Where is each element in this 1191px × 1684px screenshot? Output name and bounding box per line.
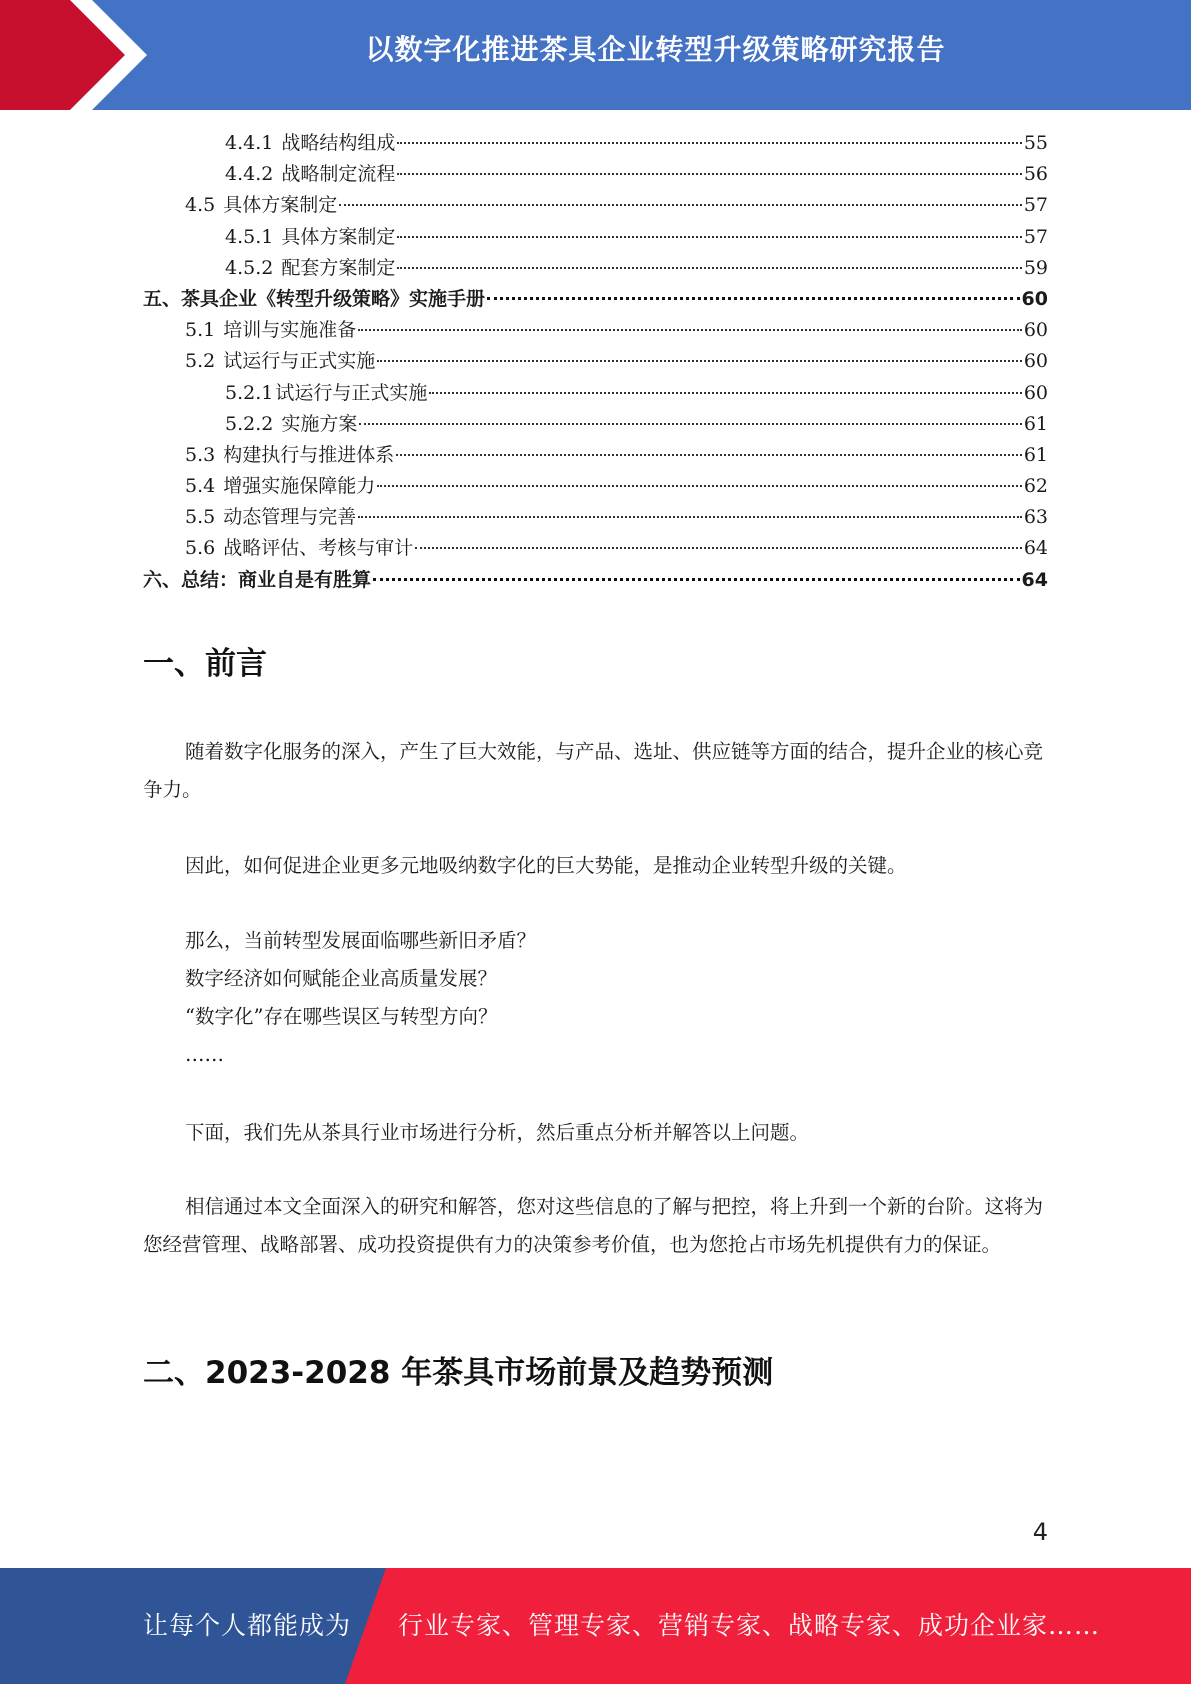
report-title: 以数字化推进茶具企业转型升级策略研究报告 <box>365 33 946 66</box>
toc-leader-dots <box>397 171 1021 175</box>
toc-title: 配套方案制定 <box>281 256 396 279</box>
toc-page-number: 60 <box>1023 350 1048 373</box>
toc-number: 5.5 <box>185 506 216 529</box>
paragraph: 随着数字化服务的深入，产生了巨大效能，与产品、选址、供应链等方面的结合，提升企业的核心竞争力。 <box>143 740 1044 801</box>
paragraph: 因此，如何促进企业更多元地吸纳数字化的巨大势能，是推动企业转型升级的关键。 <box>185 854 907 877</box>
toc-number: 4.4.2 <box>225 163 274 186</box>
question-list <box>143 922 1048 1074</box>
toc-page-number: 57 <box>1023 194 1048 217</box>
toc-leader-dots <box>373 576 1020 581</box>
toc-chapter-entry[interactable] <box>143 284 1048 315</box>
toc-entry[interactable] <box>143 440 1048 471</box>
toc-number: 5.2 <box>185 350 216 373</box>
toc-entry[interactable] <box>143 253 1048 284</box>
toc-page-number: 60 <box>1021 287 1048 310</box>
question-line: 那么，当前转型发展面临哪些新旧矛盾？ <box>185 929 537 952</box>
toc-title: 六、总结：商业自是有胜算 <box>143 568 372 591</box>
toc-page-number: 61 <box>1023 443 1048 466</box>
toc-title: 增强实施保障能力 <box>223 475 376 498</box>
toc-entry[interactable] <box>143 190 1048 221</box>
toc-leader-dots <box>377 358 1022 362</box>
toc-leader-dots <box>359 421 1021 425</box>
toc-page-number: 56 <box>1023 163 1048 186</box>
toc-leader-dots <box>358 327 1022 331</box>
toc-leader-dots <box>415 545 1022 549</box>
question-line: 数字经济如何赋能企业高质量发展？ <box>185 967 498 990</box>
toc-leader-dots <box>397 234 1021 238</box>
toc-page-number: 64 <box>1021 568 1048 591</box>
toc-title: 具体方案制定 <box>223 194 338 217</box>
page-number: 4 <box>1032 1518 1048 1546</box>
toc-entry[interactable] <box>143 315 1048 346</box>
toc-page-number: 63 <box>1023 506 1048 529</box>
table-of-contents <box>143 128 1048 596</box>
toc-number: 5.1 <box>185 319 216 342</box>
paragraph: 下面，我们先从茶具行业市场进行分析，然后重点分析并解答以上问题。 <box>185 1121 810 1144</box>
toc-title: 战略结构组成 <box>281 132 396 154</box>
ellipsis: …… <box>185 1043 224 1066</box>
toc-number: 4.5.1 <box>225 225 274 248</box>
toc-leader-dots <box>397 140 1021 144</box>
toc-title: 五、茶具企业《转型升级策略》实施手册 <box>143 287 486 310</box>
toc-entry[interactable] <box>143 502 1048 533</box>
toc-leader-dots <box>397 265 1021 269</box>
toc-title: 战略评估、考核与审计 <box>223 537 414 560</box>
toc-leader-dots <box>487 295 1020 300</box>
page-header <box>0 0 1191 110</box>
footer-slogan-left: 让每个人都能成为 <box>143 1611 352 1640</box>
toc-entry[interactable] <box>143 471 1048 502</box>
toc-number: 5.3 <box>185 443 216 466</box>
toc-page-number: 60 <box>1023 319 1048 342</box>
header-chevron-decoration <box>0 0 160 110</box>
toc-number: 5.4 <box>185 475 216 498</box>
toc-entry[interactable] <box>143 222 1048 253</box>
toc-title: 试运行与正式实施 <box>275 381 428 404</box>
toc-leader-dots <box>396 452 1022 456</box>
toc-leader-dots <box>339 202 1022 206</box>
toc-title: 具体方案制定 <box>281 225 396 248</box>
toc-page-number: 61 <box>1023 412 1048 435</box>
toc-page-number: 60 <box>1023 381 1048 404</box>
section-heading-market-forecast: 二、2023-2028 年茶具市场前景及趋势预测 <box>143 1355 774 1391</box>
toc-page-number: 59 <box>1023 256 1048 279</box>
toc-entry[interactable] <box>143 409 1048 440</box>
toc-page-number: 55 <box>1023 132 1048 154</box>
toc-entry[interactable] <box>143 533 1048 564</box>
footer-slogan-right: 行业专家、管理专家、营销专家、战略专家、成功企业家…… <box>398 1611 1101 1640</box>
toc-page-number: 64 <box>1023 537 1048 560</box>
toc-title: 实施方案 <box>281 412 358 435</box>
toc-title: 战略制定流程 <box>281 163 396 186</box>
toc-title: 构建执行与推进体系 <box>223 443 395 466</box>
toc-number: 5.2.2 <box>225 412 274 435</box>
toc-number: 5.6 <box>185 537 216 560</box>
paragraph: 相信通过本文全面深入的研究和解答，您对这些信息的了解与把控，将上升到一个新的台阶。这将为您经营管理、战略部署、成功投资提供有力的决策参考价值，也为您抢占市场先机提供有力的保证。 <box>143 1195 1044 1256</box>
question-line: “数字化”存在哪些误区与转型方向？ <box>185 1005 498 1028</box>
toc-leader-dots <box>358 514 1022 518</box>
toc-entry[interactable] <box>143 378 1048 409</box>
toc-number: 5.2.1 <box>225 381 274 404</box>
toc-title: 试运行与正式实施 <box>223 350 376 373</box>
page-footer <box>0 1568 1191 1684</box>
section-heading-preface: 一、前言 <box>143 646 267 682</box>
toc-page-number: 57 <box>1023 225 1048 248</box>
toc-page-number: 62 <box>1023 475 1048 498</box>
toc-entry[interactable] <box>143 346 1048 377</box>
toc-leader-dots <box>429 390 1021 394</box>
toc-title: 动态管理与完善 <box>223 506 357 529</box>
toc-leader-dots <box>377 483 1022 487</box>
toc-chapter-entry[interactable] <box>143 565 1048 596</box>
toc-number: 4.5 <box>185 194 216 217</box>
toc-entry[interactable] <box>143 159 1048 190</box>
toc-entry[interactable] <box>143 128 1048 159</box>
toc-number: 4.5.2 <box>225 256 274 279</box>
toc-number: 4.4.1 <box>225 132 274 154</box>
toc-title: 培训与实施准备 <box>223 319 357 342</box>
